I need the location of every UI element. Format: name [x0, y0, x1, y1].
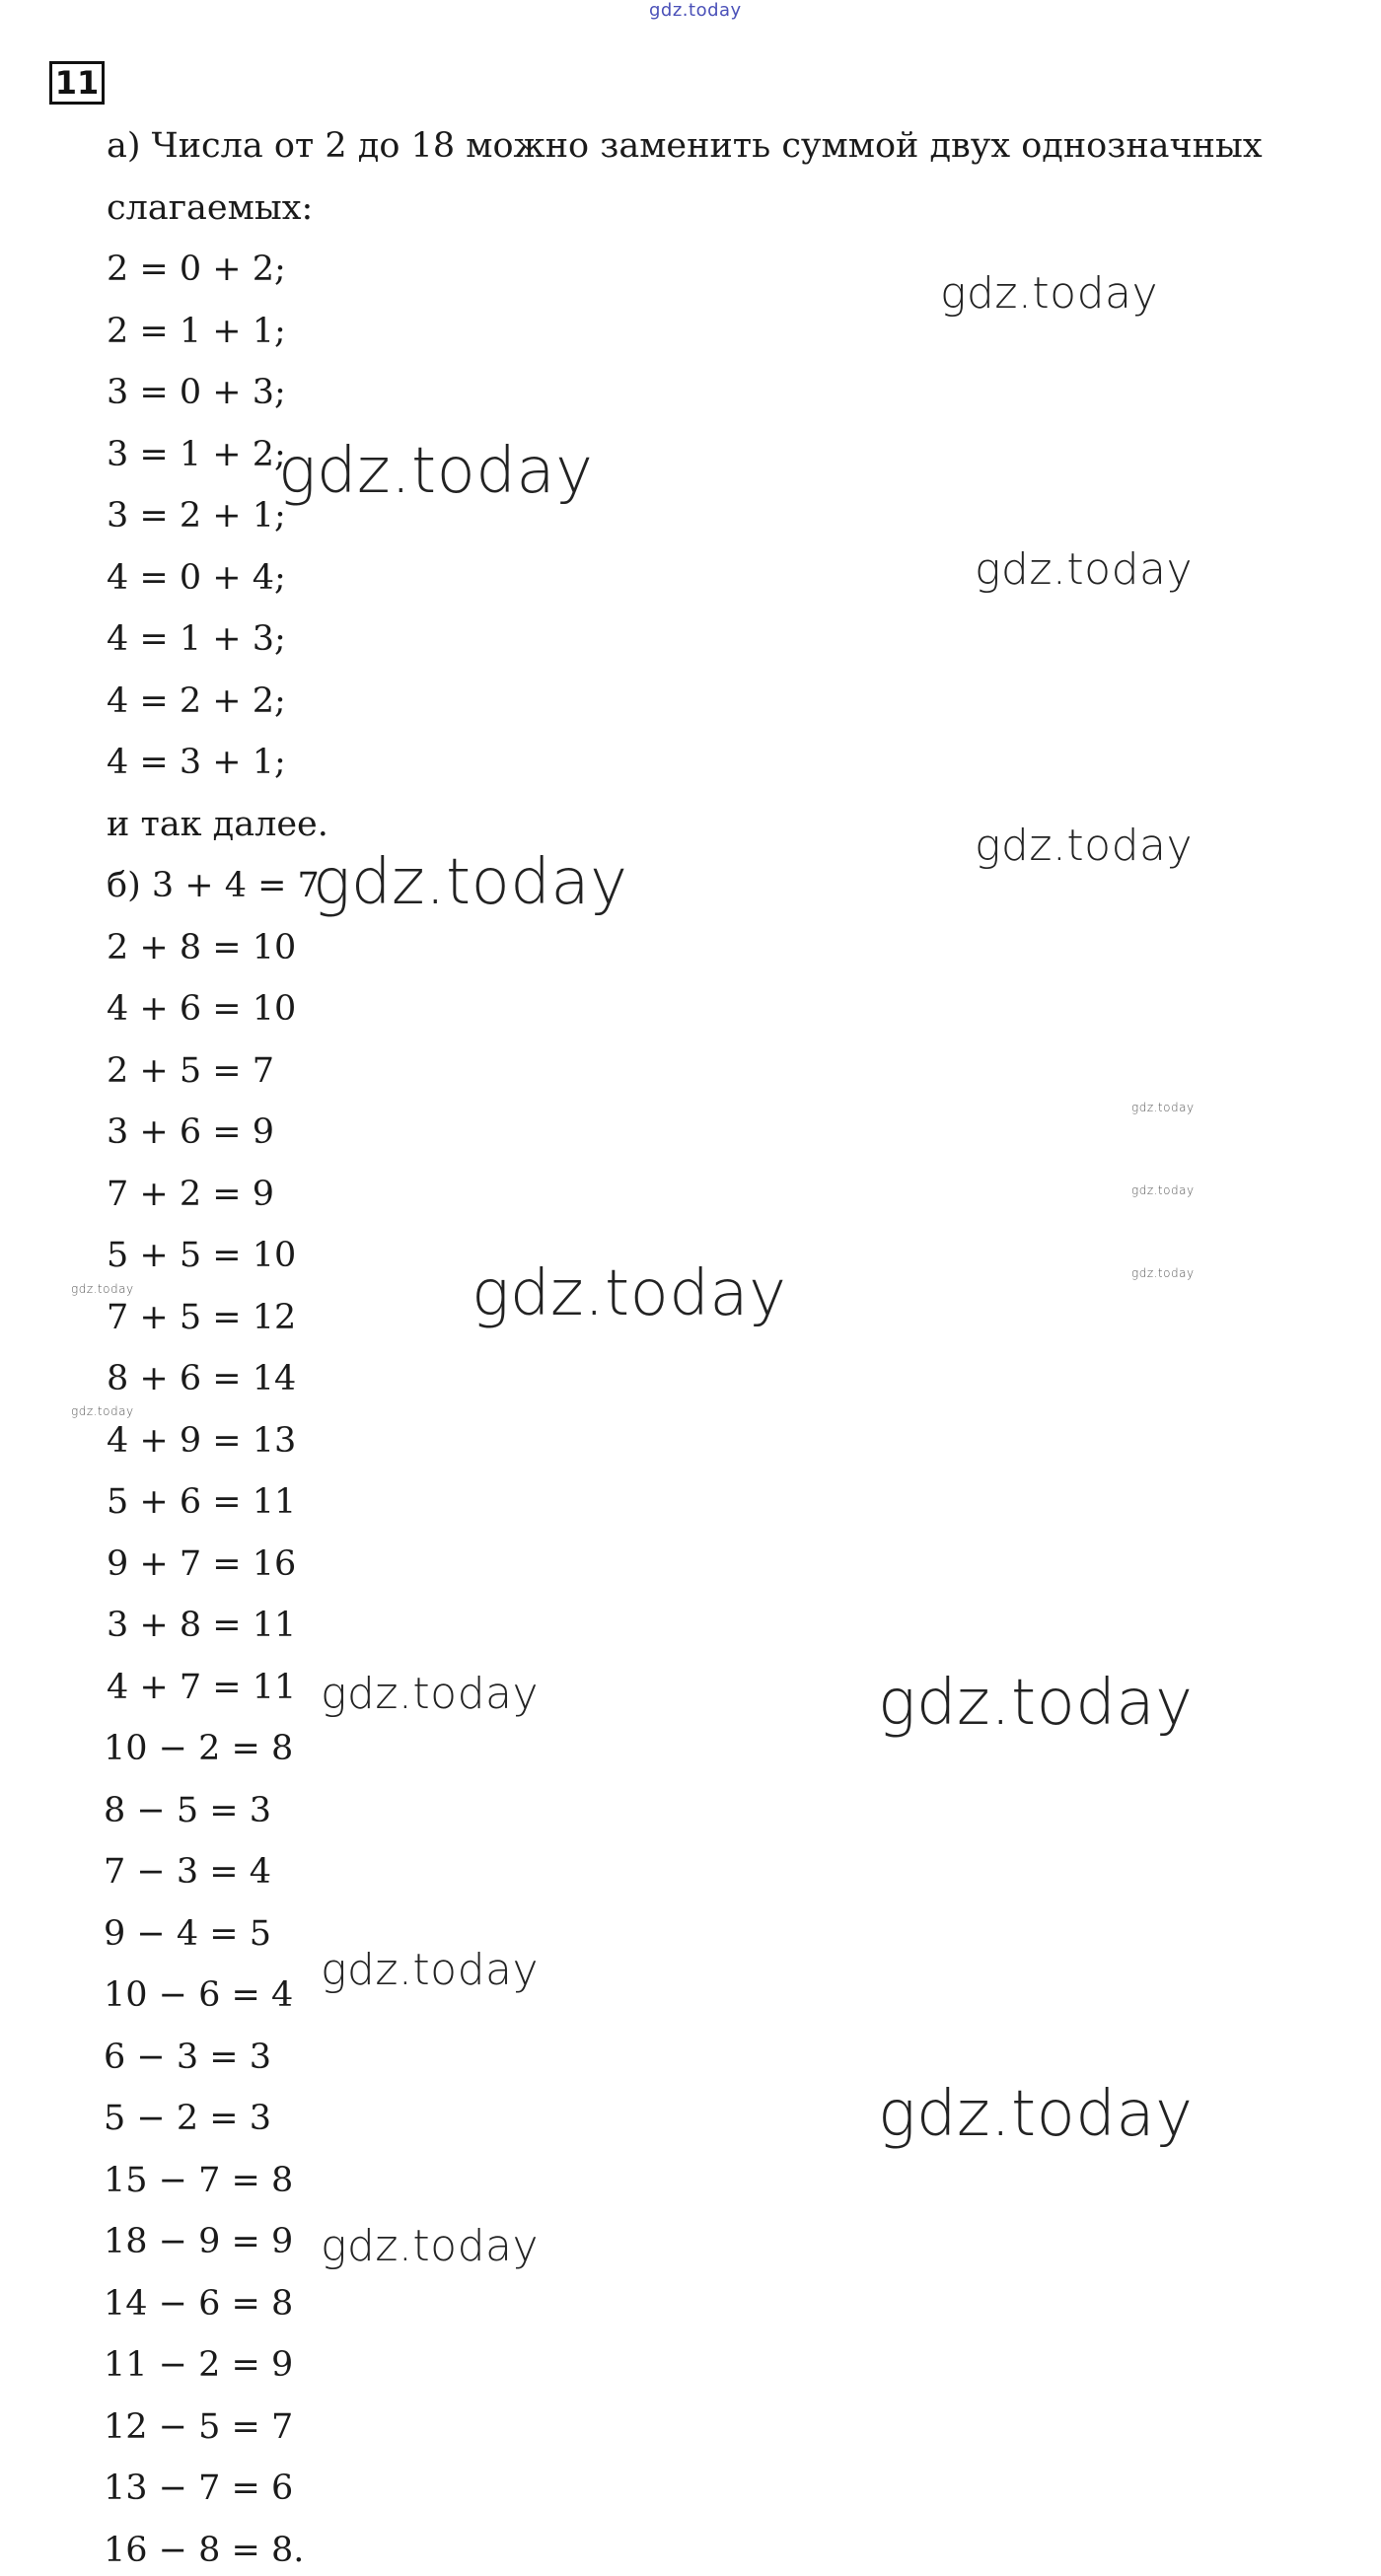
- equation-line: 4 + 6 = 10: [107, 989, 297, 1029]
- equation-line: 2 = 1 + 1;: [107, 312, 286, 351]
- watermark: gdz.today: [1131, 1101, 1195, 1114]
- watermark: gdz.today: [321, 1945, 540, 1995]
- equation-line: 9 − 4 = 5: [104, 1914, 271, 1954]
- equation-line: 4 = 2 + 2;: [107, 681, 286, 721]
- watermark: gdz.today: [278, 435, 594, 508]
- watermark: gdz.today: [878, 1667, 1194, 1740]
- watermark: gdz.today: [313, 846, 628, 919]
- part-b-first-line: б) 3 + 4 = 7: [107, 866, 320, 905]
- equation-line: 8 + 6 = 14: [107, 1359, 297, 1398]
- watermark: gdz.today: [472, 1257, 787, 1330]
- top-watermark: gdz.today: [649, 0, 742, 21]
- closing-text: и так далее.: [107, 805, 328, 844]
- watermark: gdz.today: [975, 821, 1194, 871]
- equation-line: 12 − 5 = 7: [104, 2407, 294, 2447]
- equation-line: 11 − 2 = 9: [104, 2345, 294, 2385]
- intro-line-1: а) Числа от 2 до 18 можно заменить суммой двух однозначных: [107, 126, 1263, 166]
- equation-line: 7 + 2 = 9: [107, 1175, 274, 1214]
- watermark: gdz.today: [71, 1404, 134, 1418]
- equation-line: 15 − 7 = 8: [104, 2161, 294, 2200]
- watermark: gdz.today: [321, 1669, 540, 1719]
- watermark: gdz.today: [975, 544, 1194, 595]
- equation-line: 2 + 5 = 7: [107, 1051, 274, 1091]
- equation-line: 4 = 1 + 3;: [107, 619, 286, 659]
- watermark: gdz.today: [1131, 1183, 1195, 1197]
- equation-line: 5 + 5 = 10: [107, 1236, 297, 1275]
- equation-line: 2 = 0 + 2;: [107, 250, 286, 289]
- equation-line: 10 − 6 = 4: [104, 1975, 294, 2015]
- equation-line: 7 + 5 = 12: [107, 1298, 297, 1337]
- equation-line: 18 − 9 = 9: [104, 2222, 294, 2261]
- equation-line: 16 − 8 = 8.: [104, 2531, 305, 2570]
- watermark: gdz.today: [71, 1282, 134, 1296]
- intro-line-2: слагаемых:: [107, 188, 314, 228]
- equation-line: 7 − 3 = 4: [104, 1852, 271, 1892]
- equation-line: 3 + 8 = 11: [107, 1606, 297, 1645]
- equation-line: 3 + 6 = 9: [107, 1112, 274, 1152]
- equation-line: 3 = 1 + 2;: [107, 435, 286, 474]
- equation-line: 5 − 2 = 3: [104, 2099, 271, 2138]
- watermark: gdz.today: [940, 268, 1159, 319]
- equation-line: 4 = 3 + 1;: [107, 743, 286, 782]
- equation-line: 4 = 0 + 4;: [107, 558, 286, 598]
- equation-line: 10 − 2 = 8: [104, 1729, 294, 1768]
- equation-line: 3 = 0 + 3;: [107, 373, 286, 412]
- equation-line: 2 + 8 = 10: [107, 928, 297, 967]
- equation-line: 4 + 7 = 11: [107, 1668, 297, 1707]
- watermark: gdz.today: [878, 2078, 1194, 2151]
- equation-line: 13 − 7 = 6: [104, 2469, 294, 2508]
- equation-line: 8 − 5 = 3: [104, 1791, 271, 1830]
- equation-line: 4 + 9 = 13: [107, 1421, 297, 1461]
- task-number-box: 11: [49, 61, 105, 105]
- equation-line: 3 = 2 + 1;: [107, 496, 286, 536]
- equation-line: 9 + 7 = 16: [107, 1544, 297, 1584]
- watermark: gdz.today: [321, 2221, 540, 2271]
- watermark: gdz.today: [1131, 1266, 1195, 1280]
- equation-line: 6 − 3 = 3: [104, 2038, 271, 2077]
- equation-line: 14 − 6 = 8: [104, 2284, 294, 2324]
- equation-line: 5 + 6 = 11: [107, 1482, 297, 1522]
